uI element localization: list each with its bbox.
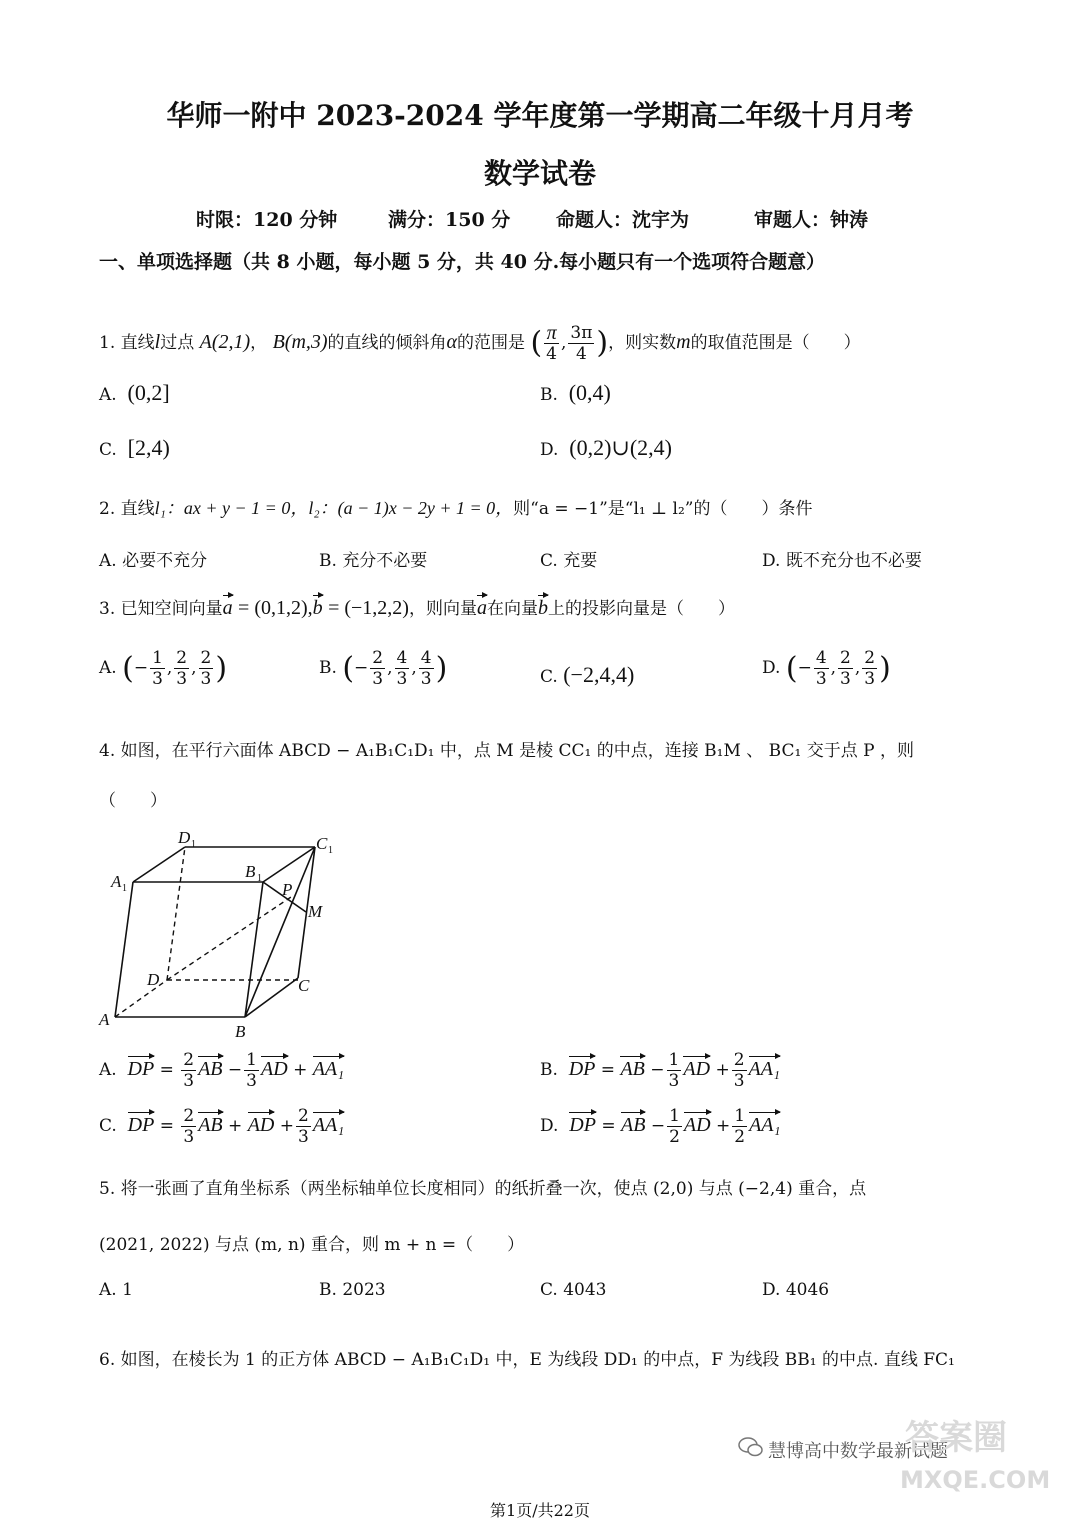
label-d: D — [147, 970, 160, 989]
question-1: 1. 直线l过点 A(2,1)， B(m,3)的直线的倾斜角α的范围是 ( $\frac{\pi}{4}$ , $\frac{3\pi}{4}$ )，则实数m的取值范围是（ ） — [99, 322, 861, 364]
q3-option-c: C. (−2,4,4) — [540, 662, 635, 687]
reviewer: 审题人：钟涛 — [754, 209, 869, 231]
line-l: l — [154, 331, 161, 353]
q4-option-d: D. DP = AB − $\frac{1}{2}$ AD + $\frac{1}{2}$ AA₁ — [540, 1106, 781, 1147]
q2-option-a: A. 必要不充分 — [99, 551, 208, 571]
edge-aa1 — [115, 882, 133, 1017]
seg-dp — [167, 897, 291, 980]
q4-option-c: C. DP = $\frac{2}{3}$ AB + AD + $\frac{2}{3}$ AA₁ — [99, 1106, 345, 1147]
q3-option-b: B. (− $\frac{2}{3}$ , $\frac{4}{3}$ , $\frac{4}{3}$ ) — [319, 648, 448, 689]
watermark-text: 慧博高中数学最新试题 — [768, 1441, 948, 1462]
q2-option-b: B. 充分不必要 — [319, 551, 428, 571]
q4-option-b: B. DP = AB − $\frac{1}{3}$ AD + $\frac{2}{3}$ AA₁ — [540, 1050, 780, 1091]
q2-option-c: C. 充要 — [540, 551, 598, 571]
full-score: 满分：150 分 — [388, 209, 511, 231]
wechat-icon — [738, 1436, 764, 1462]
watermark-site: MXQE.COM — [900, 1466, 1051, 1494]
watermark-stamp: 答案圈 — [905, 1418, 1007, 1458]
question-6: 6. 如图，在棱长为 1 的正方体 ABCD − A₁B₁C₁D₁ 中，E 为线段 DD₁ 的中点，F 为线段 BB₁ 的中点. 直线 FC₁ — [99, 1350, 955, 1370]
question-4-paren: （ ） — [99, 791, 167, 811]
label-c1: C — [316, 834, 328, 853]
exam-title: 华师一附中 2023-2024 学年度第一学期高二年级十月月考 — [166, 99, 914, 132]
q5-option-c: C. 4043 — [540, 1280, 607, 1300]
parallelepiped-figure — [95, 825, 355, 1040]
question-5: 5. 将一张画了直角坐标系（两坐标轴单位长度相同）的纸折叠一次，使点 (2,0) 与点 (−2,4) 重合，点 — [99, 1179, 867, 1199]
label-c: C — [298, 976, 310, 995]
label-d1: D — [178, 828, 191, 847]
label-p: P — [282, 880, 293, 899]
label-a: A — [99, 1010, 110, 1029]
svg-text:1: 1 — [191, 839, 196, 850]
setter: 命题人：沈宇为 — [556, 209, 690, 231]
page-number: 第1页/共22页 — [490, 1501, 590, 1520]
q1-option-d: D. (0,2)∪(2,4) — [540, 435, 672, 460]
question-5-line2: (2021, 2022) 与点 (m, n) 重合，则 m + n =（ ） — [99, 1235, 525, 1255]
time-limit: 时限：120 分钟 — [196, 209, 338, 231]
q3-option-a: A. (− $\frac{1}{3}$ , $\frac{2}{3}$ , $\frac{2}{3}$ ) — [99, 648, 228, 689]
label-b1: B — [245, 862, 256, 881]
svg-text:1: 1 — [257, 873, 262, 884]
edge-dd1 — [167, 847, 185, 980]
q4-option-a: A. DP = $\frac{2}{3}$ AB − $\frac{1}{3}$ AD + AA₁ — [99, 1050, 345, 1091]
question-2: 2. 直线l₁：ax + y − 1 = 0，l₂：(a − 1)x − 2y + 1 = 0，则“a = −1”是“l₁ ⊥ l₂”的（ ）条件 — [99, 498, 813, 519]
svg-text:1: 1 — [328, 845, 333, 856]
q1-option-b: B. (0,4) — [540, 380, 611, 405]
label-a1: A — [111, 872, 122, 891]
q3-option-d: D. (− $\frac{4}{3}$ , $\frac{2}{3}$ , $\frac{2}{3}$ ) — [762, 648, 891, 689]
q5-option-a: A. 1 — [99, 1280, 133, 1300]
svg-text:1: 1 — [122, 883, 127, 894]
question-3: 3. 已知空间向量a = (0,1,2),b = (−1,2,2)，则向量a在向量b上的投影向量是（ ） — [99, 597, 735, 619]
question-4: 4. 如图，在平行六面体 ABCD − A₁B₁C₁D₁ 中，点 M 是棱 CC₁ 的中点，连接 B₁M 、 BC₁ 交于点 P ，则 — [99, 741, 914, 761]
q2-option-d: D. 既不充分也不必要 — [762, 551, 922, 571]
edge-a1d1 — [133, 847, 185, 882]
q5-option-d: D. 4046 — [762, 1280, 830, 1300]
q1-option-a: A. (0,2] — [99, 380, 170, 405]
exam-subtitle: 数学试卷 — [483, 157, 596, 190]
q5-option-b: B. 2023 — [319, 1280, 386, 1300]
q1-option-c: C. [2,4) — [99, 435, 170, 460]
label-m: M — [308, 902, 323, 921]
label-b: B — [235, 1022, 246, 1040]
section-title: 一、单项选择题（共 8 小题，每小题 5 分，共 40 分.每小题只有一个选项符合题意） — [99, 251, 826, 273]
